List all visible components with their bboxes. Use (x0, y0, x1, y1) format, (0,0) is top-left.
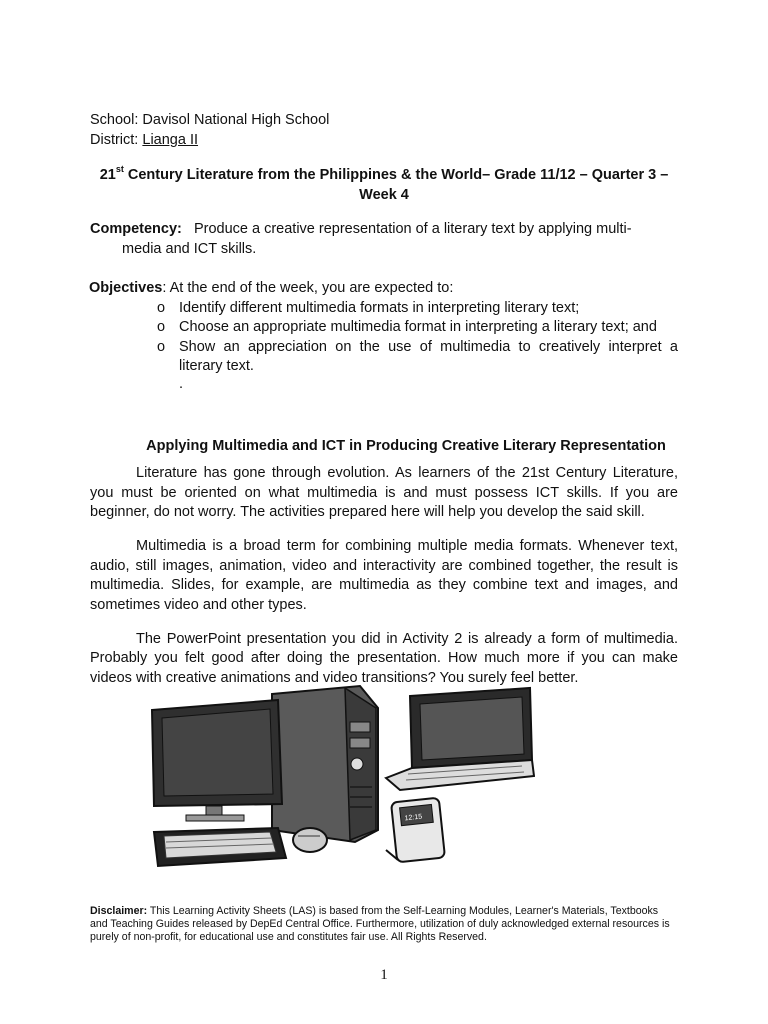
title-text: Century Literature from the Philippines & the World– Grade 11/12 – Quarter 3 – Week 4 (123, 167, 669, 203)
phone-screen-text: 12:15 (404, 813, 423, 823)
mouse-icon (293, 828, 327, 852)
disclaimer (90, 905, 678, 944)
objectives-intro: : At the end of the week, you are expected to: (162, 280, 454, 296)
list-item: o Choose an appropriate multimedia format in interpreting a literary text; and (157, 318, 678, 338)
objectives-list (89, 299, 678, 377)
trailing-dot: . (179, 375, 184, 392)
section-title: Applying Multimedia and ICT in Producing Creative Literary Representation (146, 437, 666, 454)
school-name: Davisol National High School (142, 112, 330, 128)
computer-devices-illustration (150, 682, 535, 880)
disclaimer-text: This Learning Activity Sheets (LAS) is based from the Self-Learning Modules, Learner's Materials, Textbooks and Teaching Guides released by DepEd Central Office. Furthermore, utilization of duly acknowledged external resources is purely of non-profit, for educational use and constitutes fair use. All Rights Reserved. (90, 905, 670, 943)
keyboard-icon (154, 828, 286, 866)
school-line (90, 111, 678, 131)
bullet-icon: o (157, 338, 166, 355)
list-item: o Identify different multimedia formats in interpreting literary text; (157, 299, 678, 319)
school-label: School: (90, 112, 139, 128)
district-line (90, 131, 678, 151)
paragraph: Literature has gone through evolution. As learners of the 21st Century Literature, you must be oriented on what multimedia is and must possess ICT skills. If you are beginner, do not worry. The activities prepared here will help you develop the said skill. (90, 465, 678, 520)
document-title (90, 166, 678, 205)
document-body (90, 111, 678, 703)
bullet-icon: o (157, 299, 166, 316)
title-superscript: st (115, 164, 124, 175)
title-number: 21 (99, 167, 116, 183)
paragraph: Multimedia is a broad term for combining multiple media formats. Whenever text, audio, still images, animation, video and interactivity are combined together, the result is multimedia. Slides, for example, are multimedia as they combine text and images, and sometimes video and other types. (90, 538, 678, 613)
list-item: o Show an appreciation on the use of multimedia to creatively interpret a literary text. (157, 338, 678, 374)
competency-text-continued: media and ICT skills. (122, 240, 257, 257)
competency-text: Produce a creative representation of a literary text by applying multi- (193, 221, 632, 237)
competency-label: Competency: (90, 221, 182, 237)
competency-block (90, 220, 678, 259)
monitor-icon (152, 700, 282, 821)
paragraph: The PowerPoint presentation you did in Activity 2 is already a form of multimedia. Probably you felt good after doing the presentation. How much more if you can make videos with creative animations and video transitions? You surely feel better. (90, 630, 678, 686)
district-name: Lianga II (142, 131, 199, 148)
laptop-icon (386, 688, 534, 790)
disclaimer-label: Disclaimer: (90, 905, 148, 917)
objectives-heading (89, 279, 678, 299)
mobile-phone-icon (386, 798, 445, 863)
desktop-tower-icon (272, 686, 378, 842)
objectives-block (89, 279, 678, 391)
district-label: District: (90, 131, 139, 148)
page-number: 1 (380, 967, 388, 983)
objectives-label: Objectives (89, 280, 163, 296)
bullet-icon: o (157, 319, 166, 335)
